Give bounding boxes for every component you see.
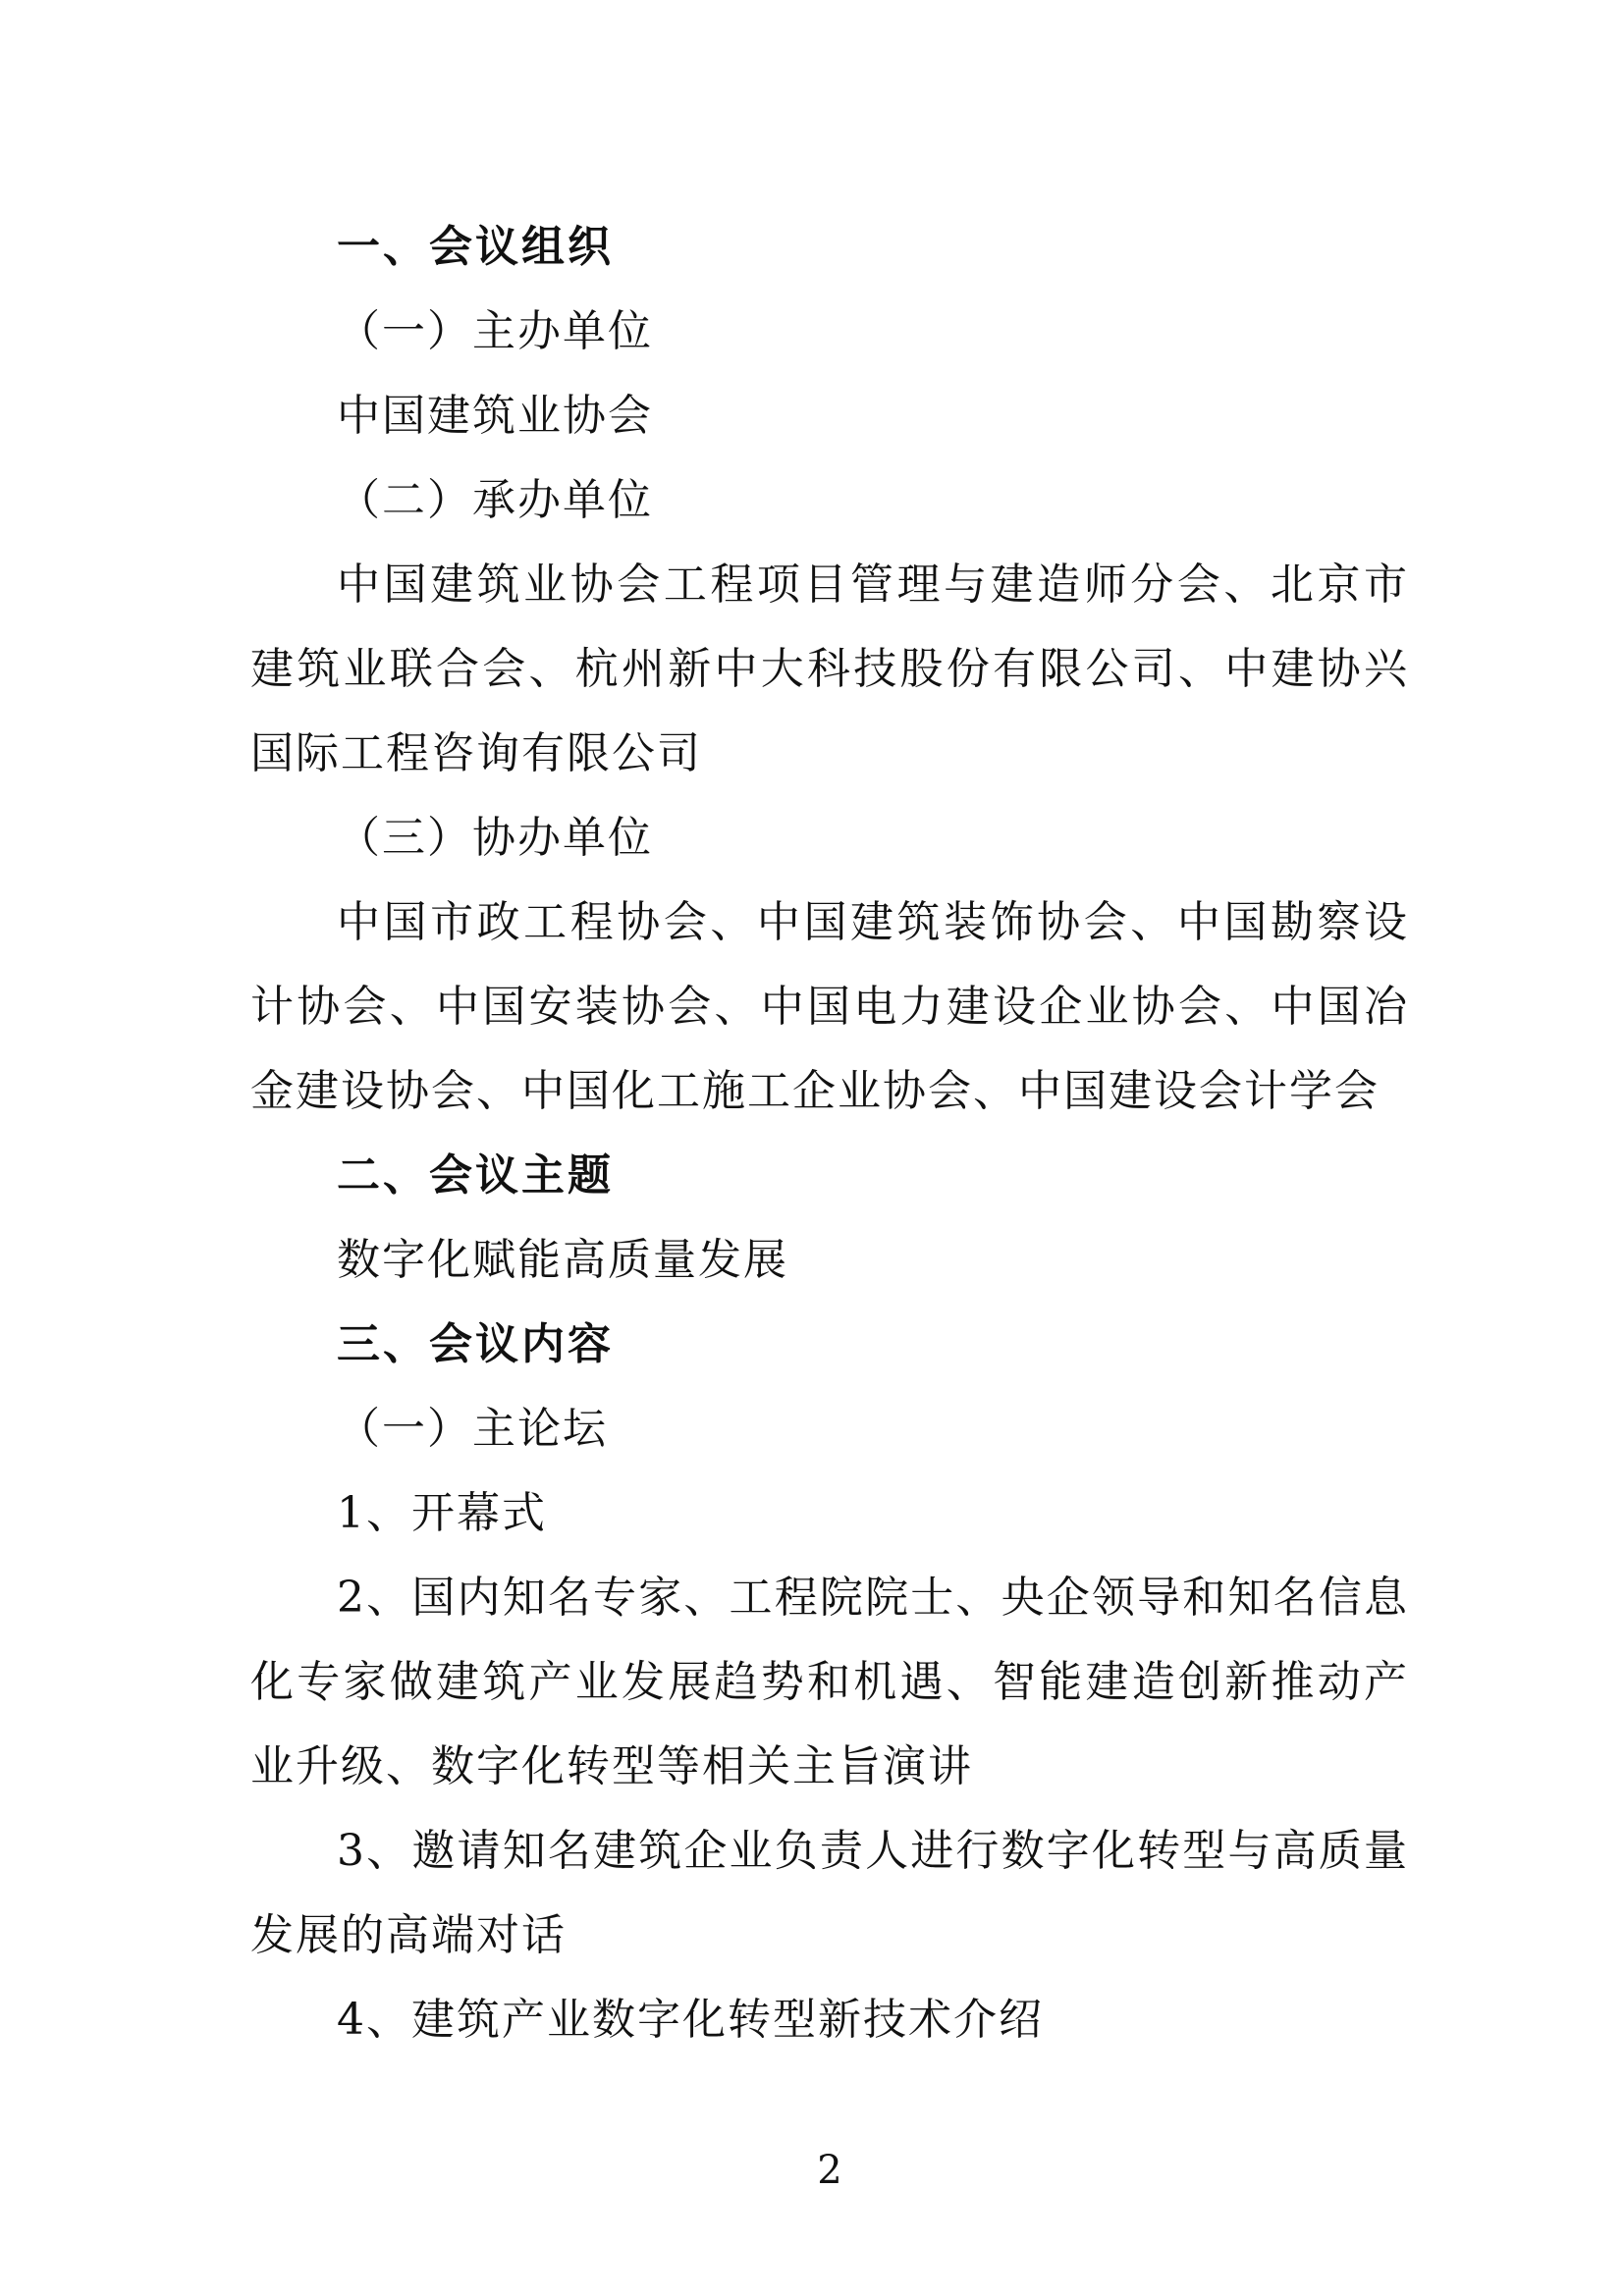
text-undertaking-units: 中国建筑业协会工程项目管理与建造师分会、北京市建筑业联合会、杭州新中大科技股份有限公司、中建协兴国际工程咨询有限公司 xyxy=(250,560,1409,778)
label-main-forum: （一）主论坛 xyxy=(337,1404,608,1454)
heading-conference-content: 三、会议内容 xyxy=(337,1319,614,1369)
label-co-organizing-unit: （三）协办单位 xyxy=(337,813,653,863)
heading-conference-organization: 一、会议组织 xyxy=(337,222,614,272)
page-footer xyxy=(250,2145,1409,2196)
page-number: 2 xyxy=(817,2148,842,2193)
label-undertaking-unit: （二）承办单位 xyxy=(337,475,653,525)
heading-conference-theme: 二、会议主题 xyxy=(337,1150,614,1201)
label-host-unit: （一）主办单位 xyxy=(337,306,653,356)
text-host-unit: 中国建筑业协会 xyxy=(337,391,653,441)
document-body xyxy=(250,205,1409,2062)
text-agenda-item-2: 2、国内知名专家、工程院院士、央企领导和知名信息化专家做建筑产业发展趋势和机遇、智能建造创新推动产业升级、数字化转型等相关主旨演讲 xyxy=(250,1573,1409,1791)
text-agenda-item-3: 3、邀请知名建筑企业负责人进行数字化转型与高质量发展的高端对话 xyxy=(250,1826,1409,1960)
text-agenda-item-4: 4、建筑产业数字化转型新技术介绍 xyxy=(337,1995,1044,2045)
text-agenda-item-1: 1、开幕式 xyxy=(337,1488,547,1538)
text-co-organizing-units: 中国市政工程协会、中国建筑装饰协会、中国勘察设计协会、中国安装协会、中国电力建设企业协会、中国冶金建设协会、中国化工施工企业协会、中国建设会计学会 xyxy=(250,897,1409,1116)
text-conference-theme: 数字化赋能高质量发展 xyxy=(337,1235,788,1285)
